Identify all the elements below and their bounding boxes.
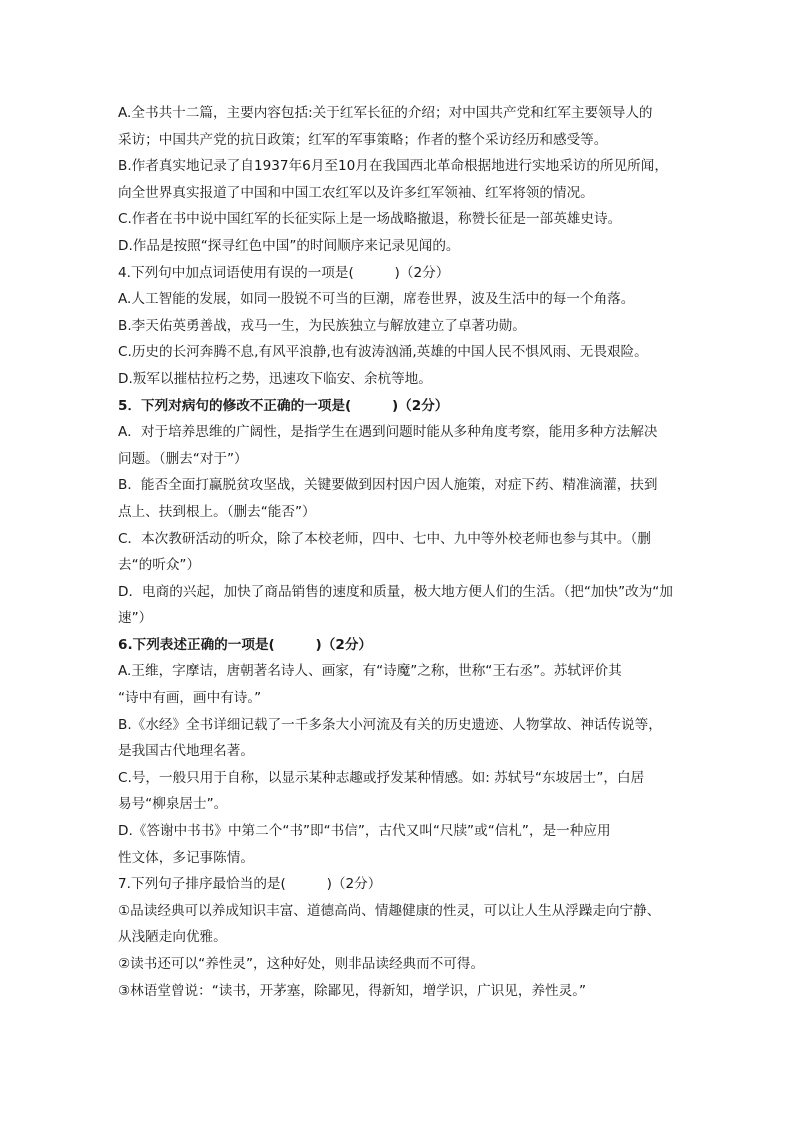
- text-line: ③林语堂曾说：“读书，开茅塞，除鄙见，得新知，增学识，广识见，养性灵。”: [118, 982, 587, 999]
- text-line: A.全书共十二篇，主要内容包括:关于红军长征的介绍；对中国共产党和红军主要领导人的: [118, 105, 653, 121]
- text-line: B.《水经》全书详细记载了一千多条大小河流及有关的历史遗迹、人物掌故、神话传说等，: [118, 716, 662, 733]
- text-line: D.作品是按照“探寻红色中国”的时间顺序来记录见闻的。: [118, 237, 460, 254]
- text-line: C．本次教研活动的听众，除了本校老师，四中、七中、九中等外校老师也参与其中。（删: [118, 530, 651, 547]
- text-line: 从浅陋走向优雅。: [118, 929, 227, 946]
- text-line: 问题。（删去“对于”）: [118, 450, 248, 467]
- text-line: D.《答谢中书书》中第二个“书”即“书信”，古代又叫“尺牍”或“信札”，是一种应用: [118, 823, 611, 840]
- text-line: B.作者真实地记录了自1937年6月至10月在我国西北革命根据地进行实地采访的所见所闻，: [118, 158, 668, 175]
- text-line: 速”）: [118, 610, 153, 627]
- text-line: 向全世界真实报道了中国和中国工农红军以及许多红军领袖、红军将领的情况。: [118, 184, 594, 201]
- text-line: 性文体，多记事陈情。: [118, 849, 254, 866]
- document-body: [118, 100, 690, 1004]
- text-line: 点上、扶到根上。（删去“能否”）: [118, 503, 316, 520]
- text-line: 7.下列句子排序最恰当的是( )（2分）: [118, 876, 382, 893]
- text-line: A.王维，字摩诘，唐朝著名诗人、画家，有“诗魔”之称，世称“王右丞”。苏轼评价其: [118, 663, 622, 680]
- text-line: 易号“柳泉居士”。: [118, 796, 228, 813]
- text-line: C.历史的长河奔腾不息,有风平浪静,也有波涛汹涌,英雄的中国人民不惧风雨、无畏艰险。: [118, 344, 648, 361]
- text-line: 4.下列句中加点词语使用有误的一项是( )（2分）: [118, 264, 450, 281]
- text-line: D．电商的兴起，加快了商品销售的速度和质量，极大地方便人们的生活。（把“加快”改为“加: [118, 583, 673, 600]
- text-line: C.作者在书中说中国红军的长征实际上是一场战略撤退，称赞长征是一部英雄史诗。: [118, 211, 622, 228]
- text-line: 去“的听众”）: [118, 557, 201, 574]
- text-line: 6.下列表述正确的一项是( )（2分）: [118, 636, 373, 653]
- text-line: B.李天佑英勇善战，戎马一生，为民族独立与解放建立了卓著功勋。: [118, 317, 526, 334]
- text-line: D.叛军以摧枯拉朽之势，迅速攻下临安、余杭等地。: [118, 370, 432, 387]
- text-line: “诗中有画，画中有诗。”: [118, 690, 262, 707]
- text-line: 5．下列对病句的修改不正确的一项是( )（2分）: [118, 397, 449, 414]
- text-line: A．对于培养思维的广阔性，是指学生在遇到问题时能从多种角度考察，能用多种方法解决: [118, 424, 658, 441]
- text-line: B．能否全面打赢脱贫攻坚战，关键要做到因村因户因人施策，对症下药、精准滴灌，扶到: [118, 477, 658, 494]
- text-line: 是我国古代地理名著。: [118, 743, 254, 760]
- text-line: ①品读经典可以养成知识丰富、道德高尚、情趣健康的性灵，可以让人生从浮躁走向宁静、: [118, 902, 661, 919]
- text-line: 采访；中国共产党的抗日政策；红军的军事策略；作者的整个采访经历和感受等。: [118, 131, 608, 148]
- text-line: A.人工智能的发展，如同一股锐不可当的巨潮，席卷世界，波及生活中的每一个角落。: [118, 291, 635, 308]
- text-line: ②读书还可以“养性灵”，这种好处，则非品读经典而不可得。: [118, 956, 485, 972]
- text-line: C.号，一般只用于自称，以显示某种志趣或抒发某种情感。如: 苏轼号“东坡居士”，白居: [118, 769, 645, 786]
